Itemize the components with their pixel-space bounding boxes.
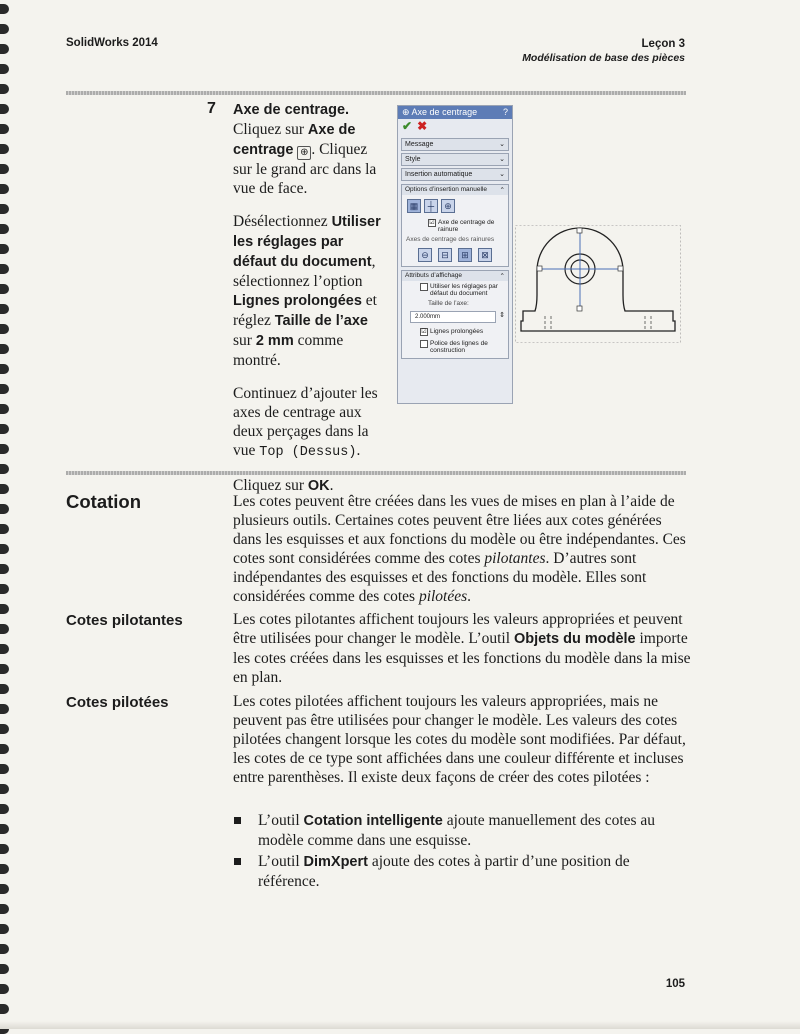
binding-coil: [0, 504, 9, 514]
binding-coil: [0, 264, 9, 274]
cotation-text-a: Les cotes peuvent être créées dans les vues de mises en plan à l’aide de plusieurs outils. Certaines cotes peuvent être liées aux cotes générées dans les esquisses et aux fonctions du modèle ou être indépendantes. Ces cotes sont considérées comme des cotes: [233, 493, 686, 567]
bullet2-text-a: L’outil: [258, 853, 304, 870]
binding-coil: [0, 944, 9, 954]
pilotees-bullet-list: [233, 811, 693, 893]
chevron-down-icon: ⌄: [499, 156, 505, 163]
step-p3-c: .: [356, 442, 361, 459]
binding-coil: [0, 744, 9, 754]
binding-coil: [0, 644, 9, 654]
slot-center-icon[interactable]: ⊖: [418, 248, 432, 262]
construction-font-option[interactable]: [402, 338, 508, 358]
checkbox-checked-icon[interactable]: ☑: [421, 329, 427, 335]
slot-ends-icon[interactable]: ⊟: [438, 248, 452, 262]
section-divider: [66, 471, 686, 475]
use-document-defaults-option[interactable]: [402, 281, 508, 299]
handle-right[interactable]: [618, 266, 623, 271]
step-p2-c: , sélectionnez l’option: [233, 253, 376, 290]
step-title: Axe de centrage.: [233, 102, 350, 118]
binding-coil: [0, 624, 9, 634]
binding-coil: [0, 344, 9, 354]
binding-coil: [0, 44, 9, 54]
step-number: 7: [207, 100, 216, 117]
chevron-down-icon: ⌄: [499, 141, 505, 148]
checkbox-checked-icon[interactable]: ☑: [429, 220, 435, 226]
header-lesson-subtitle: Modélisation de base des pièces: [522, 52, 685, 64]
point-centerline-icon[interactable]: ⊕: [441, 199, 455, 213]
binding-coil: [0, 924, 9, 934]
part-front-view-drawing: [515, 225, 681, 343]
pilotantes-text-c: importe les cotes créées dans les esquisses et les fonctions du modèle dans la mise en plan.: [233, 630, 691, 686]
binding-coil: [0, 244, 9, 254]
binding-coil: [0, 904, 9, 914]
chevron-up-icon: ⌃: [499, 187, 505, 194]
binding-coil: [0, 64, 9, 74]
binding-coil: [0, 444, 9, 454]
binding-coil: [0, 544, 9, 554]
binding-coil: [0, 724, 9, 734]
panel-title: Axe de centrage: [411, 107, 478, 117]
cotation-paragraph: [233, 492, 693, 606]
header-lesson-title: Leçon 3: [641, 38, 685, 50]
axis-size-label: Taille de l’axe:: [428, 300, 469, 307]
cotation-text-e: .: [467, 588, 472, 605]
step-p2-a: Désélectionnez: [233, 213, 332, 230]
binding-coil: [0, 604, 9, 614]
step-p4-ok: OK: [307, 478, 330, 494]
bullet1-text-c: ajoute manuellement des cotes au modèle comme dans une esquisse.: [258, 812, 656, 849]
checkbox-unchecked-icon[interactable]: [420, 283, 428, 291]
cotation-term-pilotantes: pilotantes: [484, 550, 546, 567]
manual-insert-title: Options d’insertion manuelle: [405, 186, 488, 193]
cancel-x-icon[interactable]: ✖: [417, 119, 428, 133]
ok-check-icon[interactable]: ✔: [402, 119, 413, 133]
auto-insert-label: Insertion automatique: [405, 171, 473, 178]
slot-type-buttons: [402, 244, 508, 266]
pilotantes-paragraph: [233, 610, 693, 687]
bisector-centerline-icon[interactable]: ┼: [424, 199, 438, 213]
spinner-arrows-icon[interactable]: ⇕: [499, 312, 505, 319]
chevron-down-icon: ⌄: [499, 171, 505, 178]
use-document-defaults-label: Utiliser les réglages par défaut du document: [430, 283, 498, 297]
binding-coil: [0, 664, 9, 674]
binding-coil: [0, 684, 9, 694]
display-attributes-header[interactable]: [402, 271, 508, 281]
manual-insert-header[interactable]: [402, 185, 508, 195]
binding-coil: [0, 464, 9, 474]
auto-insert-rollout[interactable]: [401, 168, 509, 181]
binding-coil: [0, 964, 9, 974]
step-p3-view: Top (Dessus): [259, 445, 357, 460]
page-number: 105: [665, 978, 685, 990]
view-boundary: [516, 226, 681, 343]
extended-lines-option[interactable]: [402, 326, 508, 338]
cotation-term-pilotees: pilotées: [418, 588, 468, 605]
part-outline: [521, 228, 675, 331]
binding-coil: [0, 304, 9, 314]
list-item: [233, 852, 693, 891]
binding-coil: [0, 844, 9, 854]
step-p2-option: Utiliser les réglages par défaut du document: [233, 214, 381, 270]
binding-coil: [0, 1004, 9, 1014]
binding-coil: [0, 764, 9, 774]
bullet1-text-a: L’outil: [258, 812, 304, 829]
centerline-property-manager: [397, 105, 513, 404]
binding-coil: [0, 584, 9, 594]
section-title-cotation: Cotation: [66, 491, 142, 512]
step-p4-a: Cliquez sur: [233, 477, 308, 494]
style-rollout[interactable]: [401, 153, 509, 166]
bullet2-tool: DimXpert: [303, 854, 368, 870]
axis-size-input[interactable]: [410, 311, 505, 323]
binding-coil: [0, 204, 9, 214]
step-p2-size: Taille de l’axe: [274, 313, 368, 329]
step-p2-i: comme montré.: [233, 332, 344, 369]
top-divider: [66, 91, 686, 95]
axis-size-value: 2.000mm: [415, 314, 441, 320]
bullet-square-icon: [234, 858, 241, 865]
binding-coil: [0, 484, 9, 494]
binding-coil: [0, 704, 9, 714]
bullet-square-icon: [234, 817, 241, 824]
binding-coil: [0, 224, 9, 234]
handle-bottom[interactable]: [577, 306, 582, 311]
binding-coil: [0, 164, 9, 174]
manual-insert-group: [401, 184, 509, 267]
chevron-up-icon: ⌃: [499, 273, 505, 280]
message-label: Message: [405, 141, 434, 148]
slot-centerline-option[interactable]: [402, 217, 508, 235]
panel-actions: [398, 119, 512, 136]
binding-coil: [0, 284, 9, 294]
step-p4-c: .: [329, 477, 334, 494]
binding-coil: [0, 84, 9, 94]
bullet2-text-c: ajoute des cotes à partir d’une position de référence.: [258, 853, 630, 890]
centerline-type-buttons: [402, 195, 508, 217]
pilotantes-text-a: Les cotes pilotantes affichent toujours les valeurs appropriées et peuvent être utilisées pour changer le modèle. L’outil: [233, 611, 683, 647]
binding-coil: [0, 424, 9, 434]
binding-coil: [0, 4, 9, 14]
binding-coil: [0, 24, 9, 34]
binding-coil: [0, 404, 9, 414]
centerline-icon: ⊕: [297, 146, 311, 160]
page-edge-shadow: [0, 1021, 800, 1029]
handle-top[interactable]: [577, 228, 582, 233]
binding-coil: [0, 884, 9, 894]
step-p1-command: Axe de centrage: [233, 122, 356, 158]
step-p1-text: Cliquez sur: [233, 121, 308, 138]
pilotees-paragraph: Les cotes pilotées affichent toujours les valeurs appropriées, mais ne peuvent pas être utilisées pour changer le modèle. Les valeurs des cotes pilotées changent lorsque les cotes du modèle sont modifiées. Par défaut, les cotes de ce type sont affichées dans une couleur différente et incluses entre parenthèses. Il existe deux façons de créer des cotes pilotées :: [233, 693, 686, 786]
slot-grid-icon[interactable]: ⊠: [478, 248, 492, 262]
binding-coil: [0, 124, 9, 134]
step-p2-g: sur: [233, 332, 256, 349]
cotation-text-c: . D’autres sont indépendantes des esquisses et des fonctions du modèle. Elles sont considérées comme des cotes: [233, 550, 647, 605]
slot-all-icon[interactable]: ⊞: [458, 248, 472, 262]
binding-coil: [0, 384, 9, 394]
step-p2-e: et réglez: [233, 292, 377, 329]
binding-coil: [0, 324, 9, 334]
panel-title-bar: [398, 106, 512, 119]
slot-centerlines-note: Axes de centrage des rainures: [406, 236, 495, 243]
checkbox-unchecked-icon[interactable]: [420, 340, 428, 348]
binding-coil: [0, 804, 9, 814]
binding-coil: [0, 104, 9, 114]
step-p2-lines: Lignes prolongées: [233, 293, 362, 309]
binding-coil: [0, 524, 9, 534]
entity-centerline-icon[interactable]: ▦: [407, 199, 421, 213]
construction-font-label: Police des lignes de construction: [430, 340, 488, 354]
centerline-icon: ⊕: [402, 107, 412, 117]
binding-coil: [0, 364, 9, 374]
display-attributes-group: [401, 270, 509, 359]
section-title-pilotantes: Cotes pilotantes: [66, 612, 183, 629]
help-icon[interactable]: ?: [502, 107, 508, 117]
step-p2-value: 2 mm: [255, 333, 294, 349]
binding-coil: [0, 184, 9, 194]
slot-centerline-label: Axe de centrage de rainure: [438, 219, 495, 233]
spiral-binding: [0, 0, 10, 1029]
header-lesson: [522, 37, 685, 65]
extended-lines-label: Lignes prolongées: [430, 328, 484, 335]
message-rollout[interactable]: [401, 138, 509, 151]
step-p1-rest: . Cliquez sur le grand arc dans la vue de face.: [233, 141, 377, 197]
handle-left[interactable]: [537, 266, 542, 271]
binding-coil: [0, 564, 9, 574]
list-item: [233, 811, 693, 850]
binding-coil: [0, 984, 9, 994]
binding-coil: [0, 784, 9, 794]
bullet1-tool: Cotation intelligente: [303, 813, 443, 829]
header-product: SolidWorks 2014: [66, 37, 158, 49]
display-attributes-title: Attributs d’affichage: [405, 272, 462, 279]
binding-coil: [0, 864, 9, 874]
section-title-pilotees: Cotes pilotées: [66, 694, 169, 711]
style-label: Style: [405, 156, 421, 163]
binding-coil: [0, 144, 9, 154]
binding-coil: [0, 824, 9, 834]
step-p3-a: Continuez d’ajouter les axes de centrage aux deux perçages dans la vue: [233, 385, 378, 459]
pilotantes-tool: Objets du modèle: [513, 631, 636, 647]
step-instructions: [233, 100, 381, 510]
